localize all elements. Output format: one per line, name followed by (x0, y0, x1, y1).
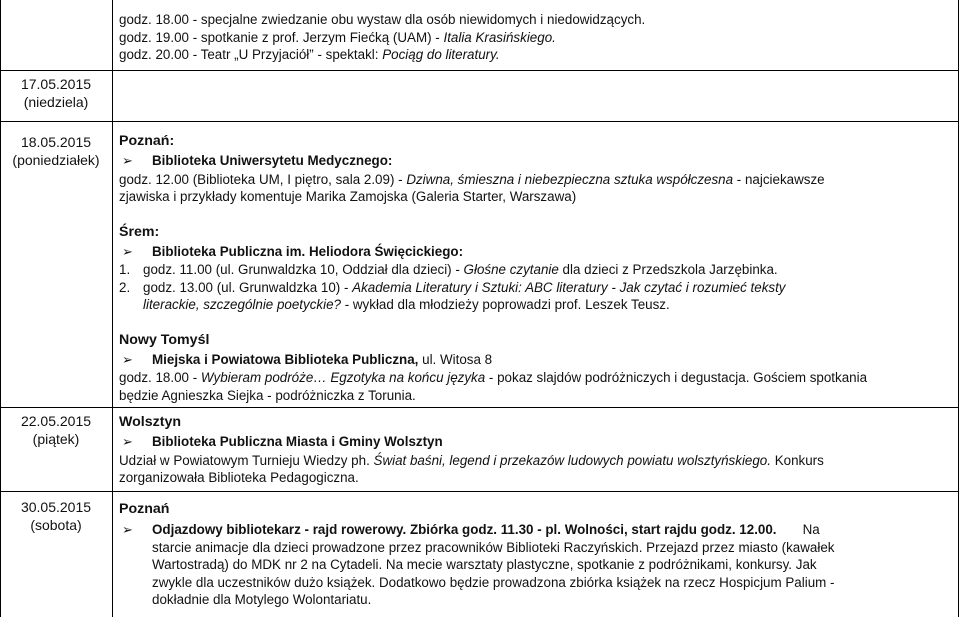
event-line: godz. 18.00 - specjalne zwiedzanie obu wystaw dla osób niewidomych i niedowidzących. (119, 12, 646, 27)
list-item: 1. godz. 11.00 (ul. Grunwaldzka 10, Oddział dla dzieci) - Głośne czytanie dla dzieci z Przedszkola Jarzębinka. (119, 262, 778, 277)
date-text: 22.05.2015 (20, 413, 92, 429)
weekday-text: (sobota) (30, 516, 82, 533)
date-cell (0, 413, 112, 448)
date-text: 30.05.2015 (20, 499, 92, 515)
event-line: godz. 18.00 - Wybieram podróże… Egzotyka na końcu języka - pokaz slajdów podróżniczych i degustacja. Gościem spotkania (119, 370, 868, 385)
city-heading: Poznań: (119, 133, 175, 149)
event-title: Odjazdowy bibliotekarz - rajd rowerowy. Zbiórka godz. 11.30 - pl. Wolności, start rajdu godz. 12.00. (152, 522, 777, 537)
events-cell-30 (119, 500, 834, 609)
date-cell (0, 134, 112, 169)
weekday-text: (niedziela) (23, 93, 89, 110)
events-cell-16 (119, 11, 645, 64)
library-name: Biblioteka Publiczna Miasta i Gminy Wolsztyn (152, 434, 443, 449)
date-text: 17.05.2015 (20, 76, 92, 92)
row-divider (0, 407, 959, 408)
row-divider (0, 70, 959, 71)
event-line: będzie Agnieszka Siejka - podróżniczka z Torunia. (119, 387, 416, 403)
date-cell (0, 76, 112, 111)
event-line: godz. 20.00 - Teatr „U Przyjaciół” - spektakl: Pociąg do literatury. (119, 47, 500, 62)
library-entry (119, 433, 824, 451)
event-entry: ➢ Odjazdowy bibliotekarz - rajd rowerowy. Zbiórka godz. 11.30 - pl. Wolności, start rajdu godz. 12.00. Na (119, 521, 834, 539)
city-heading: Śrem: (119, 223, 160, 240)
library-address: ul. Witosa 8 (418, 351, 493, 367)
row-divider (0, 121, 959, 122)
row-divider (0, 491, 959, 492)
library-name: Biblioteka Uniwersytetu Medycznego: (152, 153, 393, 168)
event-line: dokładnie dla Motylego Wolontariatu. (152, 592, 372, 607)
library-entry (119, 243, 867, 261)
event-line: starcie animacje dla dzieci prowadzone przez pracowników Biblioteki Raczyńskich. Przejazd przez miasto (kawałek (152, 539, 835, 555)
arrow-bullet-icon: ➢ (122, 351, 133, 367)
arrow-bullet-icon: ➢ (122, 522, 133, 537)
list-item: 2. godz. 13.00 (ul. Grunwaldzka 10) - Akademia Literatury i Sztuki: ABC literatury - Jak czytać i rozumieć teksty (119, 279, 786, 295)
library-name: Miejska i Powiatowa Biblioteka Publiczna, (152, 351, 419, 367)
arrow-bullet-icon: ➢ (122, 153, 133, 168)
city-heading: Poznań (119, 501, 170, 517)
library-name: Biblioteka Publiczna im. Heliodora Święcickiego: (152, 243, 464, 259)
event-line: Wartostradą) do MDK nr 2 na Cytadeli. Na mecie warsztaty plastyczne, spotkanie z podróżnikami, konkursy. Jak (152, 557, 817, 572)
event-line: zorganizowała Biblioteka Pedagogiczna. (119, 470, 359, 485)
date-cell (0, 499, 112, 534)
event-line: godz. 12.00 (Biblioteka UM, I piętro, sala 2.09) - Dziwna, śmieszna i niebezpieczna sztuka współczesna - najciekawsze (119, 171, 825, 187)
event-line: zjawiska i przykłady komentuje Marika Zamojska (Galeria Starter, Warszawa) (119, 189, 577, 204)
list-item-continuation: literackie, szczególnie poetyckie? - wykład dla młodzieży poprowadzi prof. Leszek Teusz. (143, 297, 670, 312)
event-line: zwykle dla uczestników dużo książek. Dodatkowo będzie prowadzona zbiórka książek na rzecz Hospicjum Palium - (152, 574, 835, 590)
weekday-text: (poniedziałek) (12, 151, 100, 168)
events-cell-18 (119, 132, 867, 404)
arrow-bullet-icon: ➢ (122, 243, 133, 259)
event-line: godz. 19.00 - spotkanie z prof. Jerzym Fiećką (UAM) - Italia Krasińskiego. (119, 29, 556, 45)
library-entry (119, 351, 867, 369)
table-column-divider (112, 0, 113, 617)
city-heading: Wolsztyn (119, 414, 182, 430)
city-heading: Nowy Tomyśl (119, 331, 210, 348)
date-text: 18.05.2015 (20, 134, 92, 150)
weekday-text: (piątek) (32, 430, 80, 447)
event-line: Udział w Powiatowym Turnieju Wiedzy ph. Świat baśni, legend i przekazów ludowych powiatu wolsztyńskiego. Konkurs (119, 452, 824, 468)
arrow-bullet-icon: ➢ (122, 434, 133, 449)
library-entry (119, 152, 867, 170)
events-cell-22 (119, 413, 824, 487)
